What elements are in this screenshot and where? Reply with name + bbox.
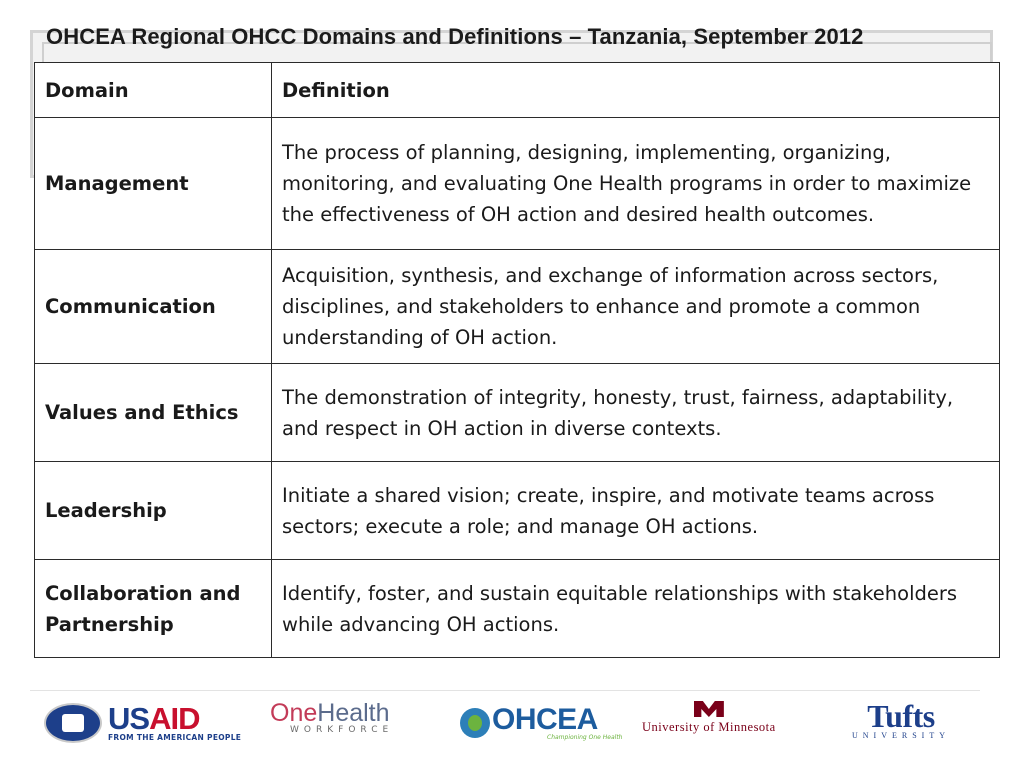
ohcea-tagline: Championing One Health <box>547 733 623 741</box>
domain-cell: Values and Ethics <box>35 364 272 462</box>
definition-cell: The demonstration of integrity, honesty, trust, fairness, adaptability, and respect in OH action in diverse contexts. <box>272 364 1000 462</box>
definition-cell: The process of planning, designing, implementing, organizing, monitoring, and evaluating One Health programs in order to maximize the effectiveness of OH action and desired health outcomes. <box>272 118 1000 250</box>
domain-cell: Management <box>35 118 272 250</box>
domain-cell: Leadership <box>35 462 272 560</box>
tufts-name: Tufts <box>867 698 935 734</box>
tufts-tagline: UNIVERSITY <box>852 731 950 740</box>
one-health-tagline: WORKFORCE <box>290 725 394 735</box>
definition-cell: Acquisition, synthesis, and exchange of information across sectors, disciplines, and stakeholders to enhance and promote a common understanding of OH action. <box>272 250 1000 364</box>
domains-table <box>34 62 1000 658</box>
ohcea-name: OHCEA <box>492 702 598 736</box>
table-row <box>35 560 1000 658</box>
partner-logos <box>30 690 980 751</box>
slide-title: OHCEA Regional OHCC Domains and Definitions – Tanzania, September 2012 <box>46 24 864 49</box>
ohcea-logo <box>460 701 622 745</box>
usaid-name-part2: AID <box>149 700 200 736</box>
header-definition: Definition <box>272 63 1000 118</box>
table-row <box>35 462 1000 560</box>
university-of-minnesota-logo <box>642 701 776 745</box>
usaid-tagline: FROM THE AMERICAN PEOPLE <box>108 732 242 742</box>
table-header-row <box>35 63 1000 118</box>
table-row <box>35 364 1000 462</box>
table-row <box>35 118 1000 250</box>
usaid-name-part1: US <box>108 700 150 736</box>
tufts-logo <box>852 698 950 745</box>
domain-cell: Communication <box>35 250 272 364</box>
umn-m-icon <box>694 701 724 717</box>
table-row <box>35 250 1000 364</box>
umn-name: University of Minnesota <box>642 720 776 734</box>
domain-cell: Collaboration and Partnership <box>35 560 272 658</box>
usaid-seal-icon <box>44 703 102 743</box>
header-domain: Domain <box>35 63 272 118</box>
one-health-workforce-logo <box>270 701 393 745</box>
one-health-name-part2: Health <box>317 699 390 727</box>
usaid-logo <box>44 701 241 745</box>
definition-cell: Initiate a shared vision; create, inspire, and motivate teams across sectors; execute a role; and manage OH actions. <box>272 462 1000 560</box>
one-health-name-part1: One <box>270 699 318 727</box>
definition-cell: Identify, foster, and sustain equitable relationships with stakeholders while advancing OH actions. <box>272 560 1000 658</box>
ohcea-globe-icon <box>460 708 490 738</box>
